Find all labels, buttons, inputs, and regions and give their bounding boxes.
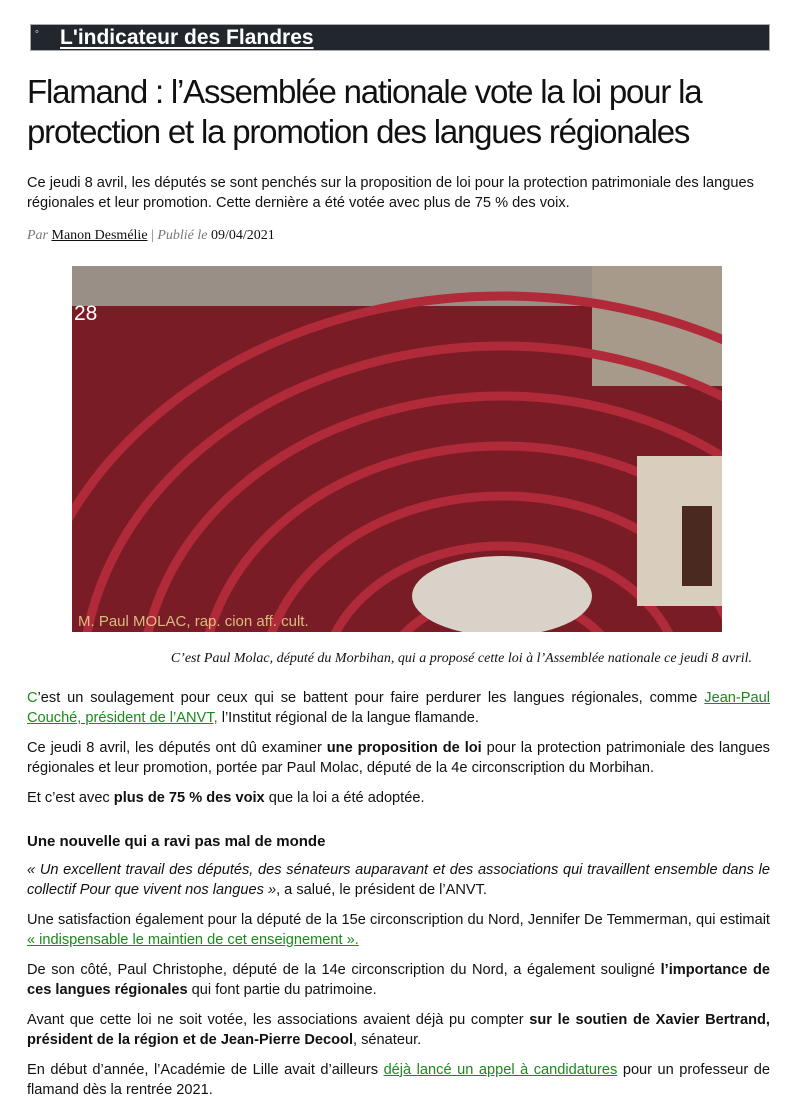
paragraph-3 <box>27 788 770 808</box>
assembly-hemicycle-image <box>72 266 722 632</box>
text: que la loi a été adoptée. <box>264 790 425 806</box>
paragraph-7 <box>27 1010 770 1050</box>
text: pour la protection patrimoniale des langues régionales et leur promotion, portée par Paul Molac, député de la 4e circonscription du Morbihan. <box>27 740 770 776</box>
text: Une satisfaction également pour la député de la 15e circonscription du Nord, Jennifer De Temmerman, qui estimait <box>27 912 770 928</box>
bold-text: une proposition de loi <box>326 740 482 756</box>
separator: | <box>151 228 154 243</box>
paragraph-2 <box>27 738 770 778</box>
text: En début d’année, l’Académie de Lille avait d’ailleurs <box>27 1062 384 1078</box>
by-label: Par <box>27 228 48 243</box>
anvt-link[interactable]: Jean-Paul Couché, président de l’ANVT, <box>27 690 770 726</box>
paragraph-8 <box>27 1060 770 1100</box>
text: qui font partie du patrimoine. <box>187 982 377 998</box>
paragraph-6 <box>27 960 770 1000</box>
bullet-icon: ◦ <box>35 26 39 38</box>
text: ’est un soulagement pour ceux qui se battent pour faire perdurer les langues régionales, comme <box>37 690 705 706</box>
site-header <box>30 24 770 51</box>
text: Avant que cette loi ne soit votée, les associations avaient déjà pu compter <box>27 1012 530 1028</box>
bold-text: sur le soutien de Xavier Bertrand, président de la région et de Jean-Pierre Decool <box>27 1012 770 1048</box>
paragraph-5 <box>27 910 770 950</box>
article-title: Flamand : l’Assemblée nationale vote la loi pour la protection et la promotion des langues régionales <box>27 73 702 150</box>
counter-overlay: 28 <box>74 302 98 325</box>
speaker-overlay: M. Paul MOLAC, rap. cion aff. cult. <box>78 613 309 630</box>
text: , sénateur. <box>353 1032 422 1048</box>
drop-cap: C <box>27 690 38 706</box>
subheading: Une nouvelle qui a ravi pas mal de monde <box>27 833 326 850</box>
text: De son côté, Paul Christophe, député de la 14e circonscription du Nord, a également souligné <box>27 962 661 978</box>
text: l’Institut régional de la langue flamande. <box>217 710 479 726</box>
text: Et c’est avec <box>27 790 114 806</box>
text: pour un professeur de flamand dès la rentrée 2021. <box>27 1062 771 1098</box>
bold-text: plus de 75 % des voix <box>113 790 265 806</box>
article-lede: Ce jeudi 8 avril, les députés se sont penchés sur la proposition de loi pour la protection patrimoniale des langues régionales et leur promotion. Cette dernière a été votée avec plus de 75 % des voix. <box>27 175 754 211</box>
paragraph-4 <box>27 860 770 900</box>
paragraph-1 <box>27 688 770 728</box>
quote: « Un excellent travail des députés, des sénateurs auparavant et des associations qui travaillent ensemble dans le collectif Pour que vivent nos langues » <box>27 862 770 898</box>
enseignement-link[interactable]: « indispensable le maintien de cet enseignement ». <box>27 932 359 948</box>
bold-text: l’importance de ces langues régionales <box>27 962 770 998</box>
article-photo <box>72 266 722 632</box>
published-label: Publié le <box>157 228 208 243</box>
byline <box>27 228 275 244</box>
appel-candidatures-link[interactable]: déjà lancé un appel à candidatures <box>383 1062 618 1078</box>
text: Ce jeudi 8 avril, les députés ont dû examiner <box>27 740 327 756</box>
author-link[interactable]: Manon Desmélie <box>51 228 148 243</box>
publish-date: 09/04/2021 <box>211 228 275 243</box>
text: , a salué, le président de l’ANVT. <box>276 882 487 898</box>
site-name-link[interactable]: L'indicateur des Flandres <box>60 26 314 49</box>
photo-caption: C’est Paul Molac, député du Morbihan, qui a proposé cette loi à l’Assemblée nationale ce jeudi 8 avril. <box>170 651 752 666</box>
article-body <box>27 688 770 1110</box>
